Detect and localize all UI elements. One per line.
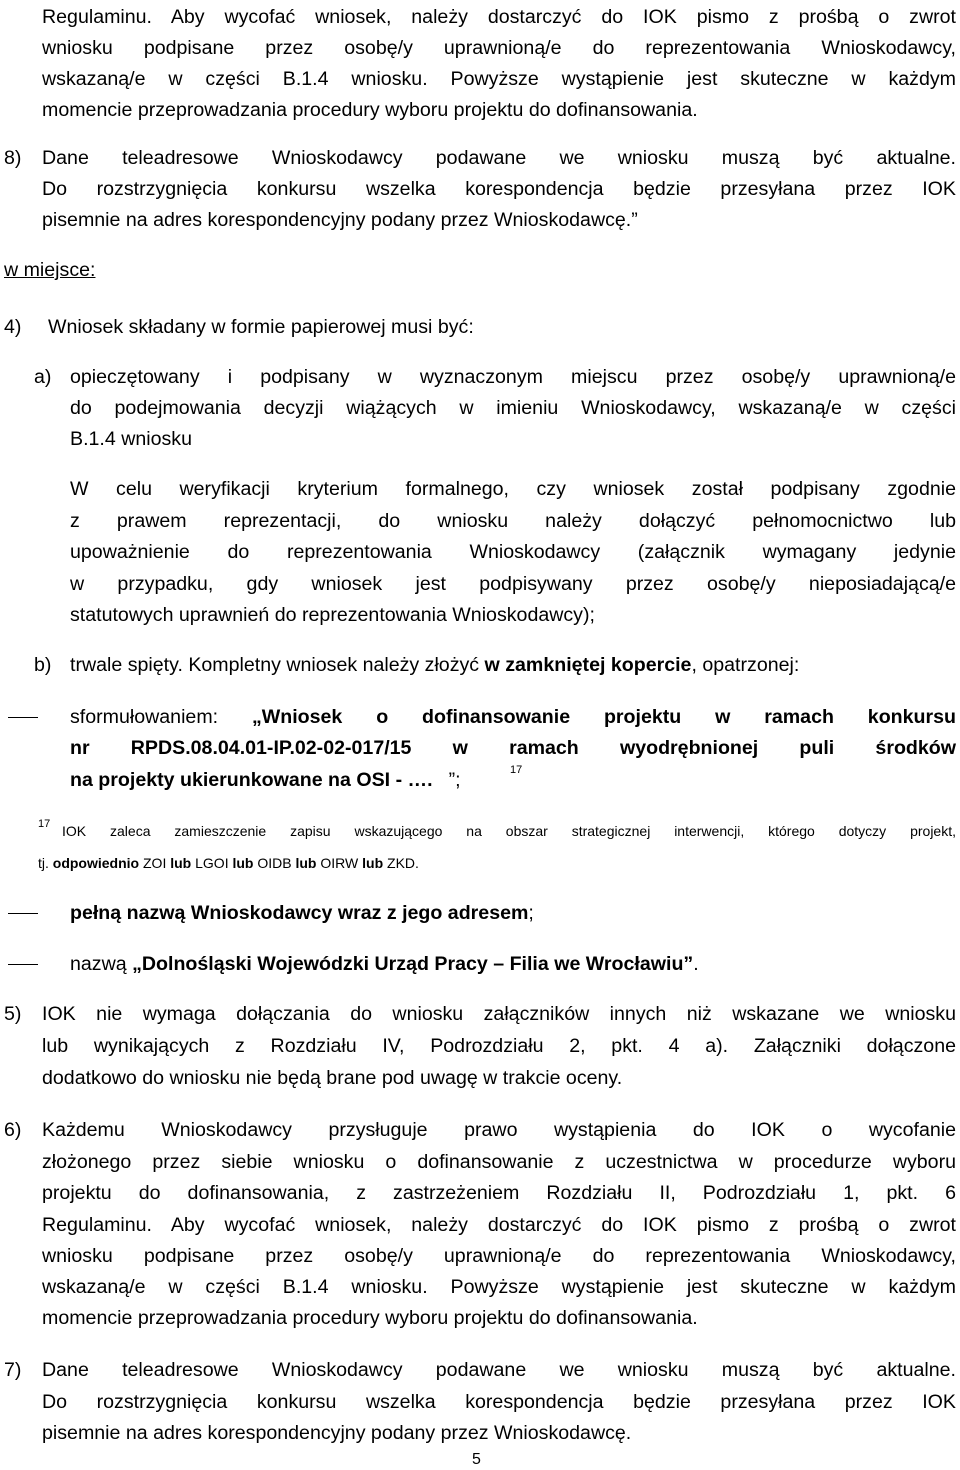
bold-text: lub xyxy=(232,855,254,871)
paragraph-line: dodatkowo do wniosku nie będą brane pod uwagę w trakcie oceny. xyxy=(42,1067,623,1089)
footnote-line: IOK zaleca zamieszczenie zapisu wskazującego na obszar strategicznej interwencji, którego dotyczy projekt, xyxy=(62,823,956,839)
bold-text: lub xyxy=(170,855,192,871)
paragraph-line: Dane teleadresowe Wnioskodawcy podawane we wniosku muszą być aktualne. xyxy=(42,147,956,169)
text-run: ”; xyxy=(448,769,461,791)
text-run: ; xyxy=(528,902,534,924)
bold-text: lub xyxy=(295,855,317,871)
paragraph-line xyxy=(70,900,534,926)
paragraph-line: Regulaminu. Aby wycofać wniosek, należy dostarczyć do IOK pismo z prośbą o zwrot xyxy=(42,6,956,28)
text-run: tj. xyxy=(38,855,53,871)
bold-text: na projekty ukierunkowane na OSI - …. xyxy=(70,769,433,791)
text-run: . xyxy=(693,953,699,975)
text-run: sformułowaniem: xyxy=(70,706,252,728)
paragraph-line: do podejmowania decyzji wiążących w imieniu Wnioskodawcy, wskazaną/e w części xyxy=(70,397,956,419)
paragraph-line: B.1.4 wniosku xyxy=(70,428,192,450)
paragraph-line: nr RPDS.08.04.01-IP.02-02-017/15 w ramach wyodrębnionej puli środków xyxy=(70,737,956,759)
paragraph-line: wskazaną/e w części B.1.4 wniosku. Powyższe wystąpienie jest skuteczne w każdym xyxy=(42,68,956,90)
text-run: LGOI xyxy=(191,855,233,871)
paragraph-line xyxy=(70,652,799,678)
paragraph-line: wniosku podpisane przez osobę/y uprawnioną/e do reprezentowania Wnioskodawcy, xyxy=(42,37,956,59)
text-run: trwale spięty. Kompletny wniosek należy złożyć xyxy=(70,654,485,676)
paragraph-line: Dane teleadresowe Wnioskodawcy podawane we wniosku muszą być aktualne. xyxy=(42,1359,956,1381)
paragraph-line: Do rozstrzygnięcia konkursu wszelka korespondencja będzie przesyłana przez IOK xyxy=(42,1391,956,1413)
paragraph-line: złożonego przez siebie wniosku o dofinansowanie z uczestnictwa w procedurze wyboru xyxy=(42,1151,956,1173)
paragraph-line: wskazaną/e w części B.1.4 wniosku. Powyższe wystąpienie jest skuteczne w każdym xyxy=(42,1276,956,1298)
text-run: ZOI xyxy=(139,855,171,871)
paragraph-line: pisemnie na adres korespondencyjny podany przez Wnioskodawcę.” xyxy=(42,209,638,231)
footnote-line xyxy=(38,853,419,873)
paragraph-line: momencie przeprowadzania procedury wyboru projektu do dofinansowania. xyxy=(42,1307,698,1329)
dash-bullet xyxy=(8,913,38,914)
paragraph-line: pisemnie na adres korespondencyjny podany przez Wnioskodawcę. xyxy=(42,1422,632,1444)
text-run: nazwą xyxy=(70,953,133,975)
text-run: , opatrzonej: xyxy=(691,654,800,676)
bold-text: w zamkniętej kopercie xyxy=(484,654,692,676)
bold-text: pełną nazwą Wnioskodawcy wraz z jego adresem xyxy=(70,902,529,924)
list-letter: b) xyxy=(34,654,52,676)
paragraph-line: momencie przeprowadzania procedury wyboru projektu do dofinansowania. xyxy=(42,99,698,121)
paragraph-line: statutowych uprawnień do reprezentowania Wnioskodawcy); xyxy=(70,604,595,626)
paragraph-line: IOK nie wymaga dołączania do wniosku załączników innych niż wskazane we wniosku xyxy=(42,1003,956,1025)
text-run: OIDB xyxy=(253,855,296,871)
bold-text: lub xyxy=(362,855,384,871)
paragraph-line xyxy=(70,951,699,977)
list-number: 4) xyxy=(4,316,22,338)
footnote-reference: 17 xyxy=(510,764,523,776)
paragraph-line: z prawem reprezentacji, do wniosku należy dołączyć pełnomocnictwo lub xyxy=(70,510,956,532)
bold-text: „Wniosek o dofinansowanie projektu w ramach konkursu xyxy=(251,706,956,728)
footnote-mark: 17 xyxy=(38,818,51,830)
paragraph-line: wniosku podpisane przez osobę/y uprawnioną/e do reprezentowania Wnioskodawcy, xyxy=(42,1245,956,1267)
paragraph-line: Wniosek składany w formie papierowej musi być: xyxy=(48,316,474,338)
dash-bullet xyxy=(8,717,38,718)
list-number: 6) xyxy=(4,1119,22,1141)
paragraph-line: w przypadku, gdy wniosek jest podpisywany przez osobę/y nieposiadającą/e xyxy=(70,573,956,595)
bold-text: „Dolnośląski Wojewódzki Urząd Pracy – Filia we Wrocławiu” xyxy=(132,953,694,975)
paragraph-line: Regulaminu. Aby wycofać wniosek, należy dostarczyć do IOK pismo z prośbą o zwrot xyxy=(42,1214,956,1236)
paragraph-line: lub wynikających z Rozdziału IV, Podrozdziału 2, pkt. 4 a). Załączniki dołączone xyxy=(42,1035,956,1057)
paragraph-line: W celu weryfikacji kryterium formalnego, czy wniosek został podpisany zgodnie xyxy=(70,478,956,500)
list-number: 7) xyxy=(4,1359,22,1381)
paragraph-line: projektu do dofinansowania, z zastrzeżeniem Rozdziału II, Podrozdziału 1, pkt. 6 xyxy=(42,1182,956,1204)
page-number: 5 xyxy=(472,1451,481,1468)
text-run: ZKD. xyxy=(383,855,419,871)
paragraph-line: Każdemu Wnioskodawcy przysługuje prawo wystąpienia do IOK o wycofanie xyxy=(42,1119,956,1141)
paragraph-line: upoważnienie do reprezentowania Wnioskodawcy (załącznik wymagany jedynie xyxy=(70,541,956,563)
bold-text: odpowiednio xyxy=(52,855,140,871)
text-run: OIRW xyxy=(316,855,363,871)
paragraph-line xyxy=(70,704,956,730)
list-number: 5) xyxy=(4,1003,22,1025)
dash-bullet xyxy=(8,964,38,965)
section-label: w miejsce: xyxy=(4,259,96,281)
paragraph-line: Do rozstrzygnięcia konkursu wszelka korespondencja będzie przesyłana przez IOK xyxy=(42,178,956,200)
list-letter: a) xyxy=(34,366,52,388)
paragraph-line: opieczętowany i podpisany w wyznaczonym miejscu przez osobę/y uprawnioną/e xyxy=(70,366,956,388)
paragraph-line xyxy=(70,767,461,793)
list-number: 8) xyxy=(4,147,22,169)
